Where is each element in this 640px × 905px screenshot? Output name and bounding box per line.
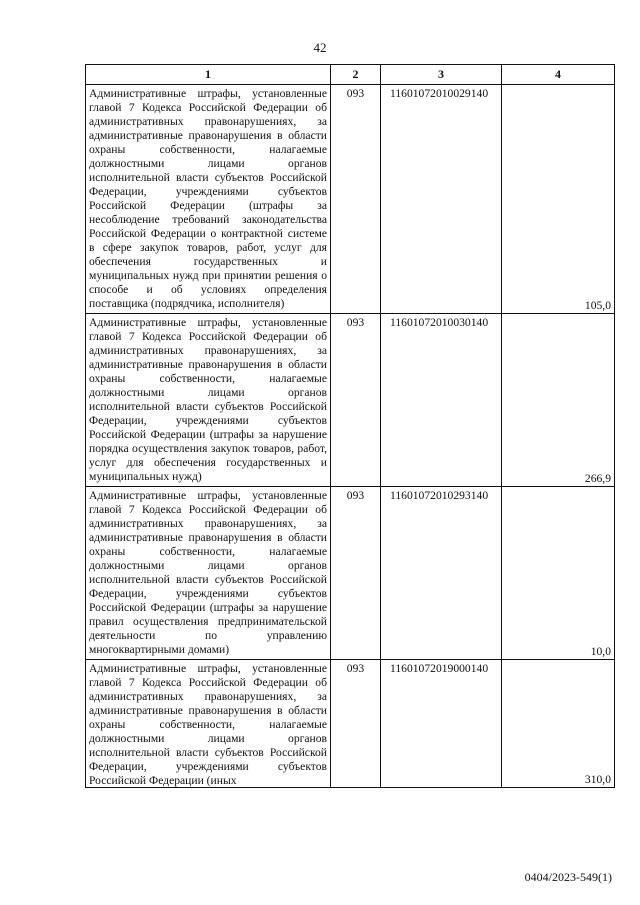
row-code-cell xyxy=(381,85,502,314)
row-description-cell xyxy=(86,660,331,788)
row-description-cell xyxy=(86,314,331,487)
row-amount-cell xyxy=(502,314,615,487)
row-description: Административные штрафы, установленные главой 7 Кодекса Российской Федерации об административных правонарушениях, за административные правонарушения в области охраны собственности, налагаемые должностными лицами органов исполнительной власти субъектов Российской Федерации, учреждениями субъектов Российской Федерации (штрафы за несоблюдение требований законодательства Российской Федерации о контрактной системе в сфере закупок товаров, работ, услуг для обеспечения государственных и муниципальных нужд при принятии решения о способе и об условиях определения поставщика (подрядчика, исполнителя) xyxy=(89,87,327,310)
table-row xyxy=(86,314,615,487)
column-header-amount: 4 xyxy=(502,65,615,85)
row-budget-code: 11601072010293140 xyxy=(390,489,489,502)
row-admin-code: 093 xyxy=(346,662,365,675)
table-row xyxy=(86,487,615,660)
row-budget-code: 11601072019000140 xyxy=(390,662,489,675)
row-amount-cell xyxy=(502,85,615,314)
budget-table xyxy=(85,64,615,788)
table-row xyxy=(86,660,615,788)
page-number: 42 xyxy=(313,40,327,55)
row-description: Административные штрафы, установленные главой 7 Кодекса Российской Федерации об административных правонарушениях, за административные правонарушения в области охраны собственности, налагаемые должностными лицами органов исполнительной власти субъектов Российской Федерации, учреждениями субъектов Российской Федерации (штрафы за нарушение правил осуществления предпринимательской деятельности по управлению многоквартирными домами) xyxy=(89,489,327,656)
row-description-cell xyxy=(86,487,331,660)
column-header-description: 1 xyxy=(86,65,331,85)
row-description: Административные штрафы, установленные главой 7 Кодекса Российской Федерации об административных правонарушениях, за административные правонарушения в области охраны собственности, налагаемые должностными лицами органов исполнительной власти субъектов Российской Федерации, учреждениями субъектов Российской Федерации (штрафы за нарушение порядка осуществления закупок товаров, работ, услуг для обеспечения государственных и муниципальных нужд) xyxy=(89,316,327,483)
row-admin-code: 093 xyxy=(346,489,365,502)
row-admin-code: 093 xyxy=(346,316,365,329)
table-row xyxy=(86,85,615,314)
row-code-cell xyxy=(381,487,502,660)
row-admin-cell xyxy=(331,487,381,660)
row-admin-cell xyxy=(331,314,381,487)
column-header-code: 3 xyxy=(381,65,502,85)
row-amount: 310,0 xyxy=(584,773,611,786)
row-amount-cell xyxy=(502,660,615,788)
row-admin-cell xyxy=(331,85,381,314)
row-code-cell xyxy=(381,314,502,487)
document-footer-code: 0404/2023-549(1) xyxy=(524,870,612,884)
row-amount: 105,0 xyxy=(584,299,611,312)
row-budget-code: 11601072010029140 xyxy=(390,87,489,100)
row-budget-code: 11601072010030140 xyxy=(390,316,489,329)
row-description-cell xyxy=(86,85,331,314)
row-amount: 266,9 xyxy=(584,472,611,485)
column-header-admin: 2 xyxy=(331,65,381,85)
row-code-cell xyxy=(381,660,502,788)
row-admin-code: 093 xyxy=(346,87,365,100)
row-admin-cell xyxy=(331,660,381,788)
row-description: Административные штрафы, установленные главой 7 Кодекса Российской Федерации об административных правонарушениях, за административные правонарушения в области охраны собственности, налагаемые должностными лицами органов исполнительной власти субъектов Российской Федерации, учреждениями субъектов Российской Федерации (иных xyxy=(89,662,327,787)
row-amount: 10,0 xyxy=(590,645,611,658)
row-amount-cell xyxy=(502,487,615,660)
table-header-row xyxy=(86,65,615,85)
